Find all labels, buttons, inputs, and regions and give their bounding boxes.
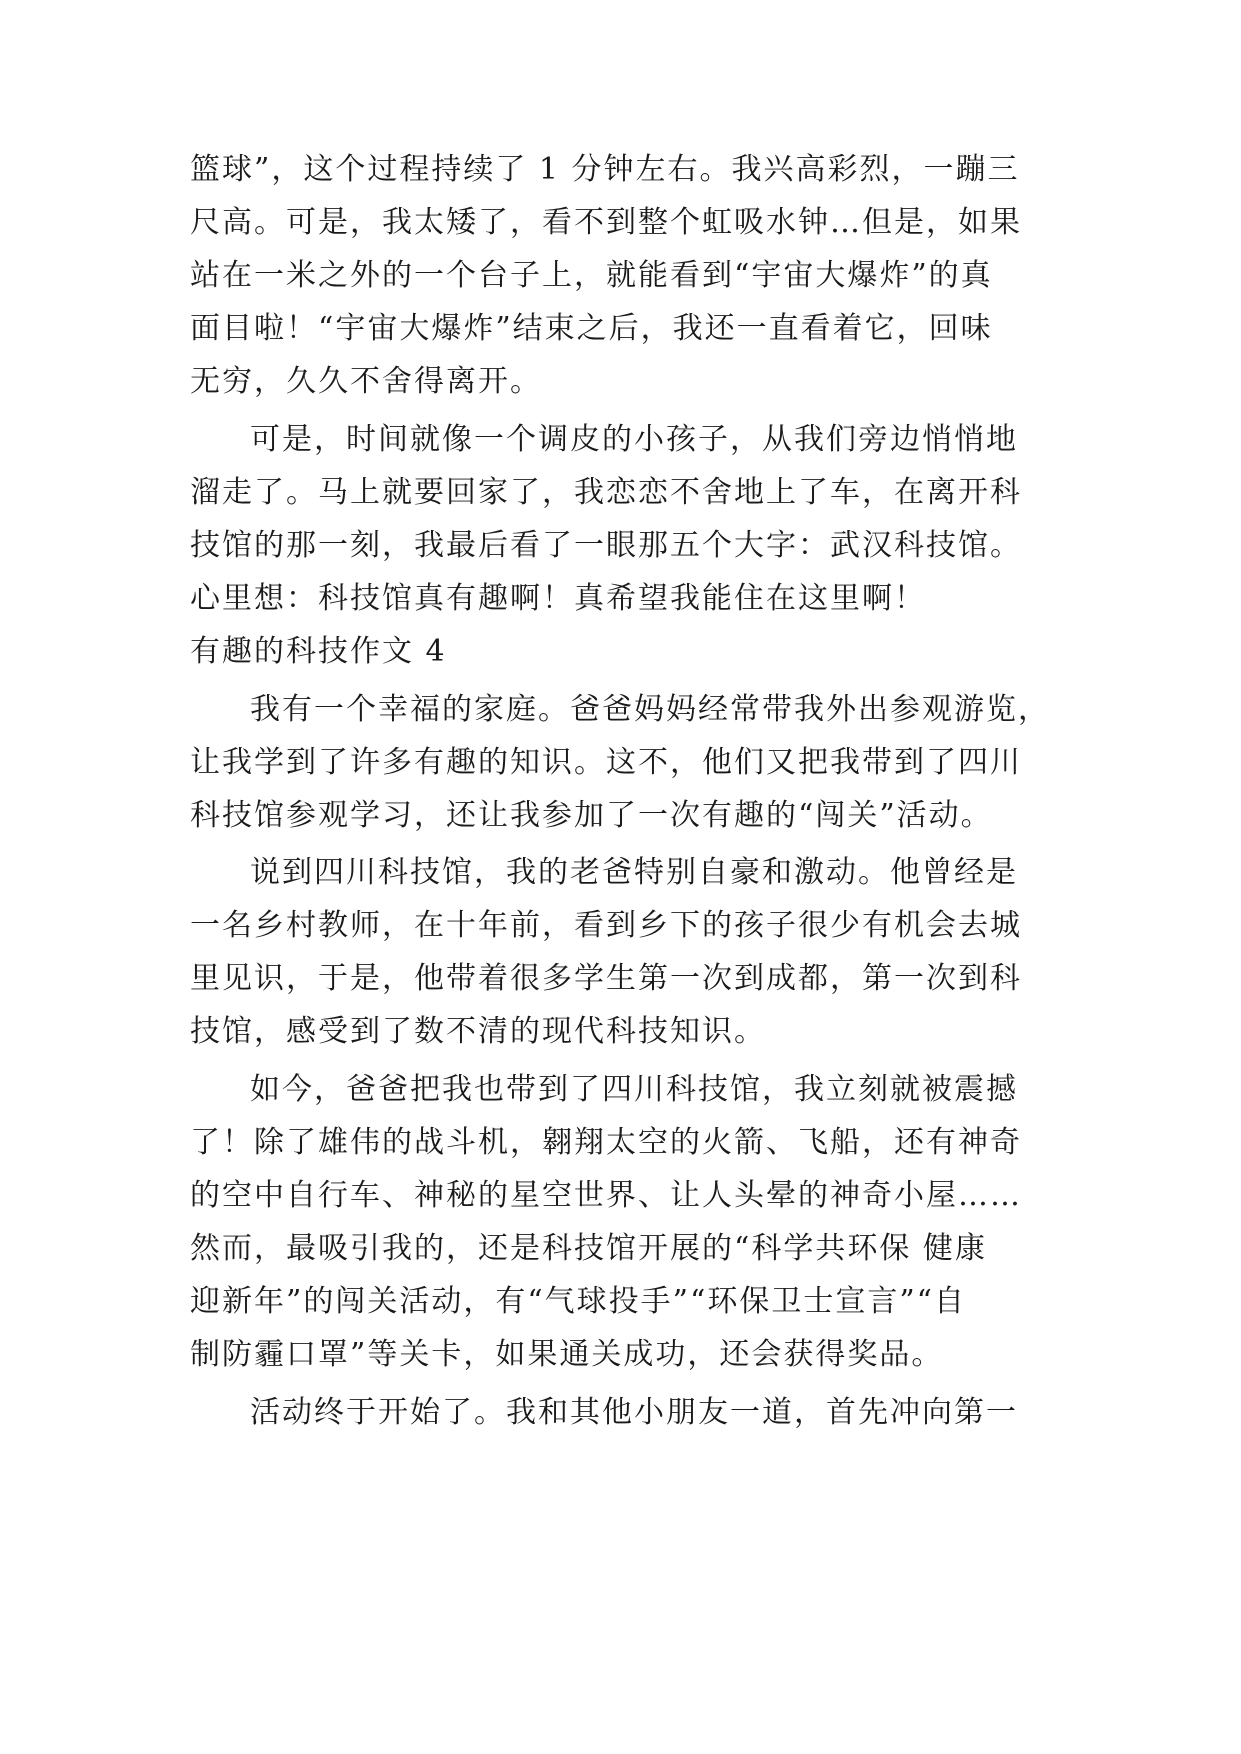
text-line: 面目啦！“宇宙大爆炸”结束之后，我还一直看着它，回味 — [190, 311, 993, 346]
text-line: 制防霾口罩”等关卡，如果通关成功，还会获得奖品。 — [190, 1337, 944, 1372]
text-line: 了！除了雄伟的战斗机，翱翔太空的火箭、飞船，还有神奇 — [190, 1125, 1022, 1160]
text-line: 科技馆参观学习，还让我参加了一次有趣的“闯关”活动。 — [190, 798, 993, 833]
text-line: 让我学到了许多有趣的知识。这不，他们又把我带到了四川 — [190, 745, 1022, 780]
paragraph-first-line: 说到四川科技馆，我的老爸特别自豪和激动。他曾经是 — [250, 855, 1018, 890]
text-line: 篮球”，这个过程持续了 1 分钟左右。我兴高彩烈，一蹦三 — [190, 152, 1020, 187]
text-line: 无穷，久久不舍得离开。 — [190, 364, 542, 399]
text-line: 迎新年”的闯关活动，有“气球投手”“环保卫士宣言”“自 — [190, 1284, 967, 1319]
text-line: 站在一米之外的一个台子上，就能看到“宇宙大爆炸”的真 — [190, 258, 993, 293]
paragraph-first-line: 活动终于开始了。我和其他小朋友一道，首先冲向第一 — [250, 1395, 1018, 1430]
text-line: 尺高。可是，我太矮了，看不到整个虹吸水钟…但是，如果 — [190, 205, 1022, 240]
paragraph-first-line: 如今，爸爸把我也带到了四川科技馆，我立刻就被震撼 — [250, 1072, 1018, 1107]
text-line: 溜走了。马上就要回家了，我恋恋不舍地上了车，在离开科 — [190, 475, 1022, 510]
text-line: 技馆，感受到了数不清的现代科技知识。 — [190, 1014, 766, 1049]
text-line: 一名乡村教师，在十年前，看到乡下的孩子很少有机会去城 — [190, 908, 1022, 943]
text-line: 技馆的那一刻，我最后看了一眼那五个大字：武汉科技馆。 — [190, 528, 1022, 563]
paragraph-first-line: 可是，时间就像一个调皮的小孩子，从我们旁边悄悄地 — [250, 422, 1018, 457]
text-line: 心里想：科技馆真有趣啊！真希望我能住在这里啊！ — [190, 581, 926, 616]
text-line: 里见识，于是，他带着很多学生第一次到成都，第一次到科 — [190, 961, 1022, 996]
paragraph-first-line: 我有一个幸福的家庭。爸爸妈妈经常带我外出参观游览， — [250, 692, 1050, 727]
text-line: 然而，最吸引我的，还是科技馆开展的“科学共环保 健康 — [190, 1231, 987, 1266]
text-line: 的空中自行车、神秘的星空世界、让人头晕的神奇小屋…… — [190, 1178, 1022, 1213]
section-heading: 有趣的科技作文 4 — [190, 634, 447, 669]
